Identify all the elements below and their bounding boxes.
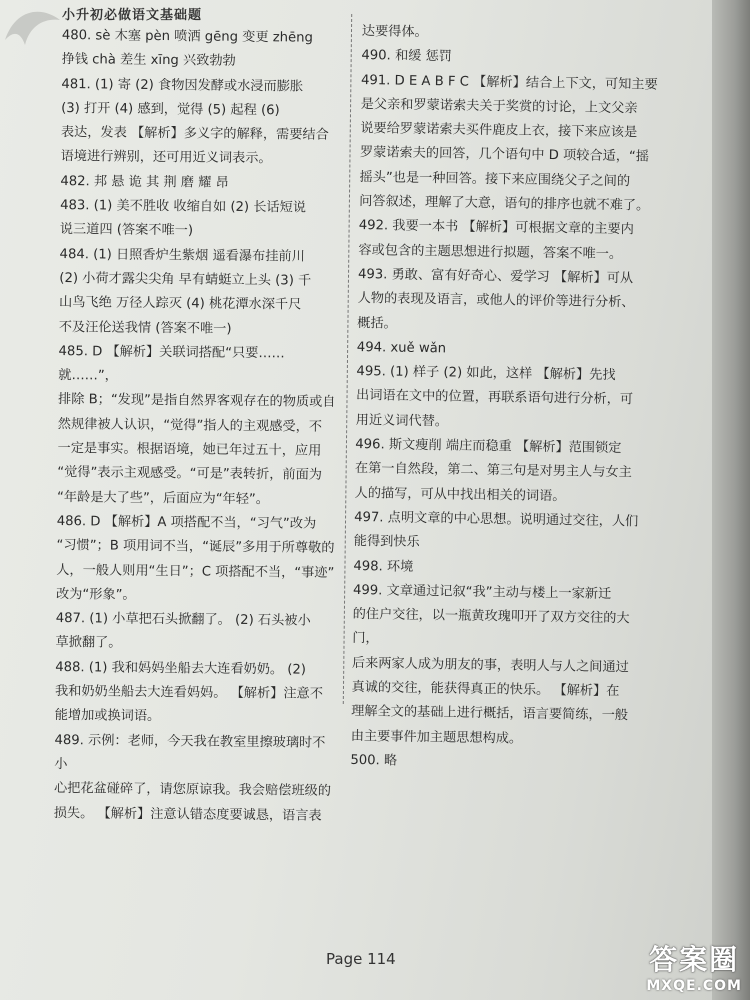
answer-line: 能得到快乐 [353, 534, 420, 551]
answer-line: 理解全文的基础上进行概括，语言要简练，一般 [351, 704, 629, 724]
answer-line: 人物的表现及语言，或他人的评价等进行分析、 [357, 291, 635, 311]
answer-line: 达要得体。 [361, 23, 428, 41]
answer-line: “觉得”表示主观感受。“可是”表转折，前面为 [57, 465, 323, 484]
right-answer-column [350, 20, 662, 778]
answer-line: 我和奶奶坐船去大连看妈妈。 【解析】注意不 [54, 683, 324, 702]
answer-line: 一定是事实。根据语境，她已年过五十，应用 [57, 441, 322, 459]
answer-line: 495. (1) 样子 (2) 如此，这样 【解析】先找 [356, 364, 616, 384]
answer-line: 出词语在文中的位置，再联系语句进行分析，可 [355, 388, 634, 408]
answer-line: 后来两家人成为朋友的事，表明人与人之间通过 [351, 655, 629, 675]
column-divider [343, 14, 352, 704]
answer-line: 488. (1) 我和妈妈坐船去大连看奶奶。 (2) [55, 659, 307, 678]
watermark-site: MXQE.COM [646, 978, 742, 994]
page-number: Page 114 [326, 950, 396, 968]
answer-line: 语境进行辨别，还可用近义词表示。 [60, 149, 272, 167]
answer-line: 罗蒙诺索夫的回答，几个语句中 D 项较合适，“摇 [359, 145, 650, 166]
answer-line: 498. 环境 [353, 558, 414, 575]
answer-line: (3) 打开 (4) 感到，觉得 (5) 起程 (6) [61, 100, 280, 119]
watermark-logo: 答案圈 [649, 943, 740, 976]
answer-line: 能增加或换词语。 [54, 708, 161, 725]
answer-line: 482. 邦 悬 诡 其 荆 磨 耀 昂 [60, 173, 229, 191]
answer-line: 490. 和缓 惩罚 [361, 48, 453, 65]
answer-line: 改为“形象”。 [55, 586, 136, 603]
page-edge [712, 0, 750, 1000]
site-watermark [646, 938, 742, 994]
answer-line: 真诚的交往，能获得真正的快乐。 【解析】在 [351, 679, 620, 700]
answer-line: 497. 点明文章的中心思想。说明通过交往，人们 [354, 509, 639, 530]
answer-line: 容或包含的主题思想进行拟题，答案不唯一。 [358, 242, 623, 262]
answer-line: 用近义词代替。 [355, 412, 449, 430]
decorative-ornament-icon [0, 0, 70, 70]
answer-line: 由主要事件加主题思想构成。 [350, 728, 523, 747]
answer-line: 486. D 【解析】A 项搭配不当，“习气”改为 [56, 513, 317, 532]
answer-line: 说要给罗蒙诺索夫买件鹿皮上衣，接下来应该是 [360, 121, 638, 141]
answer-line: 心把花盆碰碎了，请您原谅我。我会赔偿班级的 [53, 781, 331, 800]
page-header: 小升初必做语文基础题 [62, 8, 203, 23]
answer-line: 481. (1) 寄 (2) 食物因发酵或水浸而膨胀 [61, 76, 304, 95]
left-answer-column [54, 24, 342, 829]
answer-line: 人的描写，可从中找出相关的词语。 [354, 485, 566, 504]
answer-line: 不及汪伦送我情 (答案不唯一) [58, 319, 232, 337]
answer-line: 损失。 【解析】注意认错态度要诚恳，语言表 [53, 805, 322, 824]
answer-line: 492. 我要一本书 【解析】可根据文章的主要内 [358, 218, 634, 238]
answer-line: 489. 示例：老师，今天我在教室里擦玻璃时不小 [54, 732, 326, 773]
answer-line: 480. sè 木塞 pèn 喷洒 gēng 变更 zhēng [61, 27, 313, 46]
answer-line: 491. D E A B F C 【解析】结合上下文，可知主要 [360, 72, 658, 93]
answer-line: 挣钱 chà 差生 xīng 兴致勃勃 [61, 52, 236, 70]
answer-line: 人，一般人则用“生日”；C 项搭配不当，“事迹” [56, 562, 335, 581]
answer-line: (2) 小荷才露尖尖角 早有蜻蜓立上头 (3) 千 [59, 270, 312, 289]
answer-line: 485. D 【解析】关联词搭配“只要……就……”， [58, 343, 285, 384]
answer-line: 草掀翻了。 [55, 635, 122, 652]
answer-line: 表达，发表 【解析】多义字的解释，需要结合 [60, 125, 329, 143]
answer-line: 的住户交往，以一瓶黄玫瑰叩开了双方交往的大门， [352, 607, 630, 647]
answer-line: “习惯”；B 项用词不当，“诞辰”多用于所尊敬的 [56, 538, 335, 557]
answer-line: 493. 勇敢、富有好奇心、爱学习 【解析】可从 [357, 266, 634, 287]
answer-line: 483. (1) 美不胜收 收缩自如 (2) 长话短说 [60, 198, 307, 216]
answer-line: 487. (1) 小草把石头掀翻了。 (2) 石头被小 [55, 611, 311, 629]
answer-line: 摇头”也是一种回答。接下来应围绕父子之间的 [359, 169, 631, 190]
answer-line: 问答叙述，理解了大意，语句的排序也就不难了。 [359, 194, 650, 214]
answer-line: 概括。 [357, 315, 397, 332]
answer-line: 说三道四 (答案不唯一) [59, 222, 194, 239]
answer-line: “年龄是大了些”，后面应为“年轻”。 [56, 489, 270, 507]
answer-line: 494. xuě wǎn [356, 339, 447, 357]
answer-line: 排除 B；“发现”是指自然界客观存在的物质或自 [57, 392, 336, 411]
answer-line: 500. 略 [350, 752, 398, 769]
answer-line: 484. (1) 日照香炉生紫烟 遥看瀑布挂前川 [59, 246, 305, 265]
answer-line: 是父亲和罗蒙诺索夫关于奖赏的讨论，上文父亲 [360, 96, 638, 117]
answer-line: 然规律被人认识，“觉得”指人的主观感受，不 [57, 416, 323, 435]
answer-line: 在第一自然段，第二、第三句是对男主人与女主 [354, 461, 632, 481]
answer-line: 496. 斯文瘦削 端庄而稳重 【解析】范围锁定 [355, 436, 622, 457]
answer-line: 山鸟飞绝 万径人踪灭 (4) 桃花潭水深千尺 [59, 295, 302, 313]
answer-line: 499. 文章通过记叙“我”主动与楼上一家新迁 [352, 582, 612, 602]
